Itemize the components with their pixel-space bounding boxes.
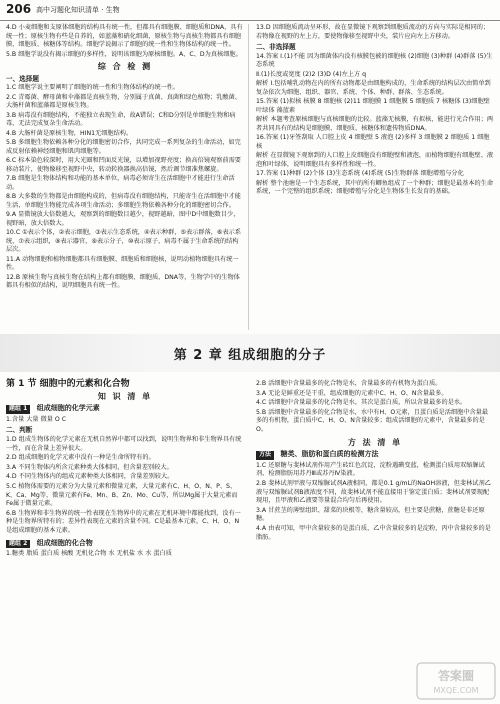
chapter-banner (0, 334, 500, 372)
answer-item: 1.糖类 脂质 蛋白质 核酸 无机化合物 水 无机盐 水 水 蛋白质 (6, 550, 172, 558)
answer-item: 4.B 大肠杆菌是原核生物，HIN1无细胞结构。 (6, 129, 133, 137)
topic-tag: 题组 2 (6, 540, 30, 549)
answer-item: 5.B 细胞学说没有揭示细胞的多样性，说明该细胞为原核细胞。A、C、D为真核细胞。 (6, 50, 242, 58)
answer-item: 4.C 活细胞中含量最多的化合物是水，其次是蛋白质，所以含量最多的是水。 (256, 399, 467, 407)
subsection-judge: 二、判断 (6, 426, 33, 435)
explanation-item: 解析 在显微镜下观察到的人口腔上皮细胞没有细胞壁和液泡，而植物细胞有细胞壁、液泡和叶绿体，说明细胞具有多样性和统一性。 (256, 152, 494, 168)
watermark-logo (416, 662, 496, 700)
answer-item: 2.D 组成细胞的化学元素中没有一种是生命所特有的。 (6, 454, 155, 462)
lower-left-column (6, 380, 244, 560)
answer-item: 1.C 还原糖与斐林试剂作用产生砖红色沉淀，淀粉遇碘变蓝，检测蛋白质用双缩脲试剂，检测脂肪用苏丹Ⅲ或苏丹Ⅳ染液。 (256, 461, 485, 478)
answer-item: 2.B 斐林试剂甲液与双缩脲试剂A液相同，都是0.1 g/mL的NaOH溶液，但斐林试剂乙液与双缩脲试剂B液浓度不同，故斐林试剂不能直接用于鉴定蛋白质；斐林试剂要现配现用，且甲液和乙液要等量混合均匀后再使用。 (256, 479, 491, 505)
answer-item: 10.C ①表示个体，②表示细胞，③表示生态系统，④表示种群，⑤表示群落，⑥表示系统，⑦表示组织，⑧表示器官，⑨表示分子，⑩表示原子，病毒不属于生命系统的结构层次。 (6, 229, 242, 253)
watermark-text-en: MXQE.COM (433, 686, 479, 695)
answer-item: 5.B 多细胞生物依赖各种分化的细胞密切合作，共同完成一系列复杂的生命活动，如完成反射依赖神经细胞和肌肉细胞等。 (6, 139, 241, 155)
answer-item: Ⅱ.(1)长度或宽度 (2)2 (3)D (4)左上方 q (256, 70, 367, 78)
answer-item: 13.D 因细胞质流动呈环形，故在显微镜下观察到细胞质流动的方向与实际是相同的；若物像在视野的左上方，要使物像移至视野中央，装片应向左上方移动。 (256, 24, 490, 40)
answer-item: 17.答案 (1)种群 (2)个体 (3)生态系统 (4)系统 (5)生物群落 细胞增殖与分化 (256, 170, 464, 177)
section-title-comprehensive-test: 综 合 检 测 (97, 62, 153, 71)
answer-item: 3.A 不同生物体内所含元素种类大体相同，但含量差别较大。 (6, 463, 173, 471)
watermark-text-cn: 答案圈 (437, 669, 475, 683)
watermark-icon (416, 662, 496, 700)
topic-2-heading (6, 539, 244, 549)
book-title: 高中习题化知识清单 · 生物 (36, 6, 120, 14)
topic-tag: 题组 1 (6, 405, 30, 414)
upper-left-column (6, 24, 244, 292)
answer-item: 4.D 小麦细胞和支原体细胞的结构具有统一性，但都具有细胞膜、细胞质和DNA，具有统一性；原核生物有些是自养的，如蓝藻和硝化细菌，原核生物与真核生物都具有细胞膜、细胞质、核糖体等结构。细胞学说揭示了细胞的统一性和生物体结构的统一性。 (6, 24, 243, 48)
answer-item: 3.B 病毒没有细胞结构，不能独立表现生命，故A错误；C和D分别是单细胞生物和病毒，无法完成复杂生命活动。 (6, 111, 236, 127)
answer-item: 8.B 大多数的生物都是由细胞构成的，但病毒没有细胞结构，只能寄生在活细胞中才能生活，单细胞生物能完成各项生命活动；多细胞生物依赖各种分化的细胞密切合作。 (6, 193, 241, 209)
topic-title: 组成细胞的化合物 (36, 538, 93, 547)
column-divider (248, 24, 249, 330)
answer-item: 1.含量 大量 微量 O C (6, 415, 67, 423)
method-list-title: 方 法 清 单 (347, 437, 403, 447)
answer-item: 2.C 青霉菌、酵母菌和伞藻都是真核生物，分别属于真菌、真菌和绿色植物；乳酸菌、大肠杆菌和蓝藻都是原核生物。 (6, 93, 241, 109)
answer-item: 2.B 活细胞中含量最多的化合物是水，含量最多的有机物为蛋白质。 (256, 380, 442, 387)
answer-item: 3.A 无论是鲜重还是干重，组成细胞的元素中C、H、O、N含量最多。 (256, 389, 448, 397)
method-title: 糖类、脂肪和蛋白质的检测方法 (280, 450, 379, 459)
topic-title: 组成细胞的化学元素 (36, 404, 100, 413)
lower-right-column (256, 380, 494, 543)
answer-item: 16.答案 (1)牙签刮取 人口腔上皮 4 细胞壁 5 液泡 (2)多样 3 细胞膜 2 细胞质 1 细胞核 (256, 134, 490, 150)
answer-item: 12.B 原核生物与真核生物在结构上都有细胞膜、细胞质、DNA等，生物学中的生物体都具有相似的结构，说明细胞具有统一性。 (6, 273, 240, 289)
explanation-item: 解析 本题考查原核细胞与真核细胞的比较。蓝藻无核膜，有拟核，能进行光合作用；两者共同具有的结构是细胞膜、细胞质、核糖体和遗传物质DNA。 (256, 116, 494, 132)
subsection-non-choice: 二、非选择题 (256, 43, 296, 51)
answer-item: 4.A 由表可知，甲中含量较多的是蛋白质，乙中含量较多的是淀粉，丙中含量较多的是脂肪。 (256, 524, 491, 541)
explanation-item: 解析 整个池塘是一个生态系统，其中的所有鲫鱼组成了一个种群；细胞是最基本的生命系统，一个完整的组织系统；细胞增殖与分化是生物体生长发育的基础。 (256, 179, 494, 195)
page-number: 206 (6, 2, 32, 16)
answer-item: 5.B 活细胞中含量最多的化合物是水，水中有H、O元素，且蛋白质是活细胞中含量最多的有机物，蛋白质中C、H、O、N含量较多；组成活细胞的元素中，含量最多的是O。 (256, 408, 489, 433)
method-tag: 方法 (256, 451, 274, 460)
chapter-title: 第 2 章 组成细胞的分子 (173, 348, 327, 363)
method-heading (256, 450, 494, 460)
answer-item: 6.B 生物界和非生物界的统一性表现在生物界中的元素在无机环境中都能找到，没有一种是生物界所特有的；差异性表现在元素的含量不同。C是最基本元素，C、H、O、N是组成细胞的基本元素。 (6, 509, 241, 534)
answer-item: 1.D 组成生物体的化学元素在无机自然界中都可以找到，说明生物界和非生物界具有统一性，而在含量上差异很大。 (6, 435, 242, 452)
answer-item: 9.A 显微镜放大倍数越大，观察到的细胞数目越少，视野越暗，图中D中细胞数目少，视野暗，放大倍数大。 (6, 211, 240, 227)
subsection-choice-questions: 一、选择题 (6, 74, 39, 83)
upper-right-column (256, 24, 494, 198)
topic-1-heading (6, 404, 244, 414)
page-header (0, 0, 500, 21)
answer-item: 7.B 细胞是生物体结构和功能的基本单位，病毒必须寄生在活细胞中才能进行生命活动。 (6, 175, 235, 191)
answer-item: 3.A 甘蔗茎的薄壁组织、甜菜的块根等，糖含量较高，但主要是蔗糖，蔗糖是非还原糖。 (256, 506, 485, 523)
explanation-item: 解析 Ⅰ.包括哺乳动物在内的所有动物都是由细胞构成的，生命系统的结构层次由简单到复杂依次为细胞、组织、器官、系统、个体、种群、群落、生态系统。 (256, 80, 491, 96)
section-title: 第 1 节 细胞中的元素和化合物 (6, 379, 130, 389)
answer-item: 15.答案 (1)拟核 核膜 8 细胞核 (2)11 细胞膜 1 细胞膜 5 细胞质 7 核糖体 (3)细胞壁 叶绿体 藻蓝素 (256, 98, 490, 114)
answer-item: 5.C 植物体需要的元素分为大量元素和微量元素，大量元素有C、H、O、N、P、S、K、Ca、Mg等，微量元素有Fe、Mn、B、Zn、Mo、Cu等，所以Mg属于大量元素而Fe属于微量元素。 (6, 482, 238, 508)
answer-item: 1.C 细胞学说主要阐明了细胞的统一性和生物体结构的统一性。 (6, 84, 180, 91)
answer-item: 4.D 不同生物体内的组成元素种类大体相同，含量差别较大。 (6, 473, 174, 481)
answer-item: 11.A 动物细胞和植物细胞都具有细胞膜、细胞质和细胞核，说明动植物细胞具有统一性。 (6, 255, 239, 271)
answer-item: 14.答案 Ⅰ.(1)不能 因为细菌体内没有核膜包被的细胞核 (2)细胞 (3)种群 (4)群落 (5)生态系统 (256, 52, 493, 68)
knowledge-list-title: 知 识 清 单 (97, 391, 153, 401)
answer-item: 6.C 标本染色较深时，用大光圈和凹面反光镜，以增加视野亮度；换高倍镜观察前需要移动装片，使物像移至视野中央，转动转换器换高倍镜，然后调节细准焦螺旋。 (6, 157, 241, 173)
